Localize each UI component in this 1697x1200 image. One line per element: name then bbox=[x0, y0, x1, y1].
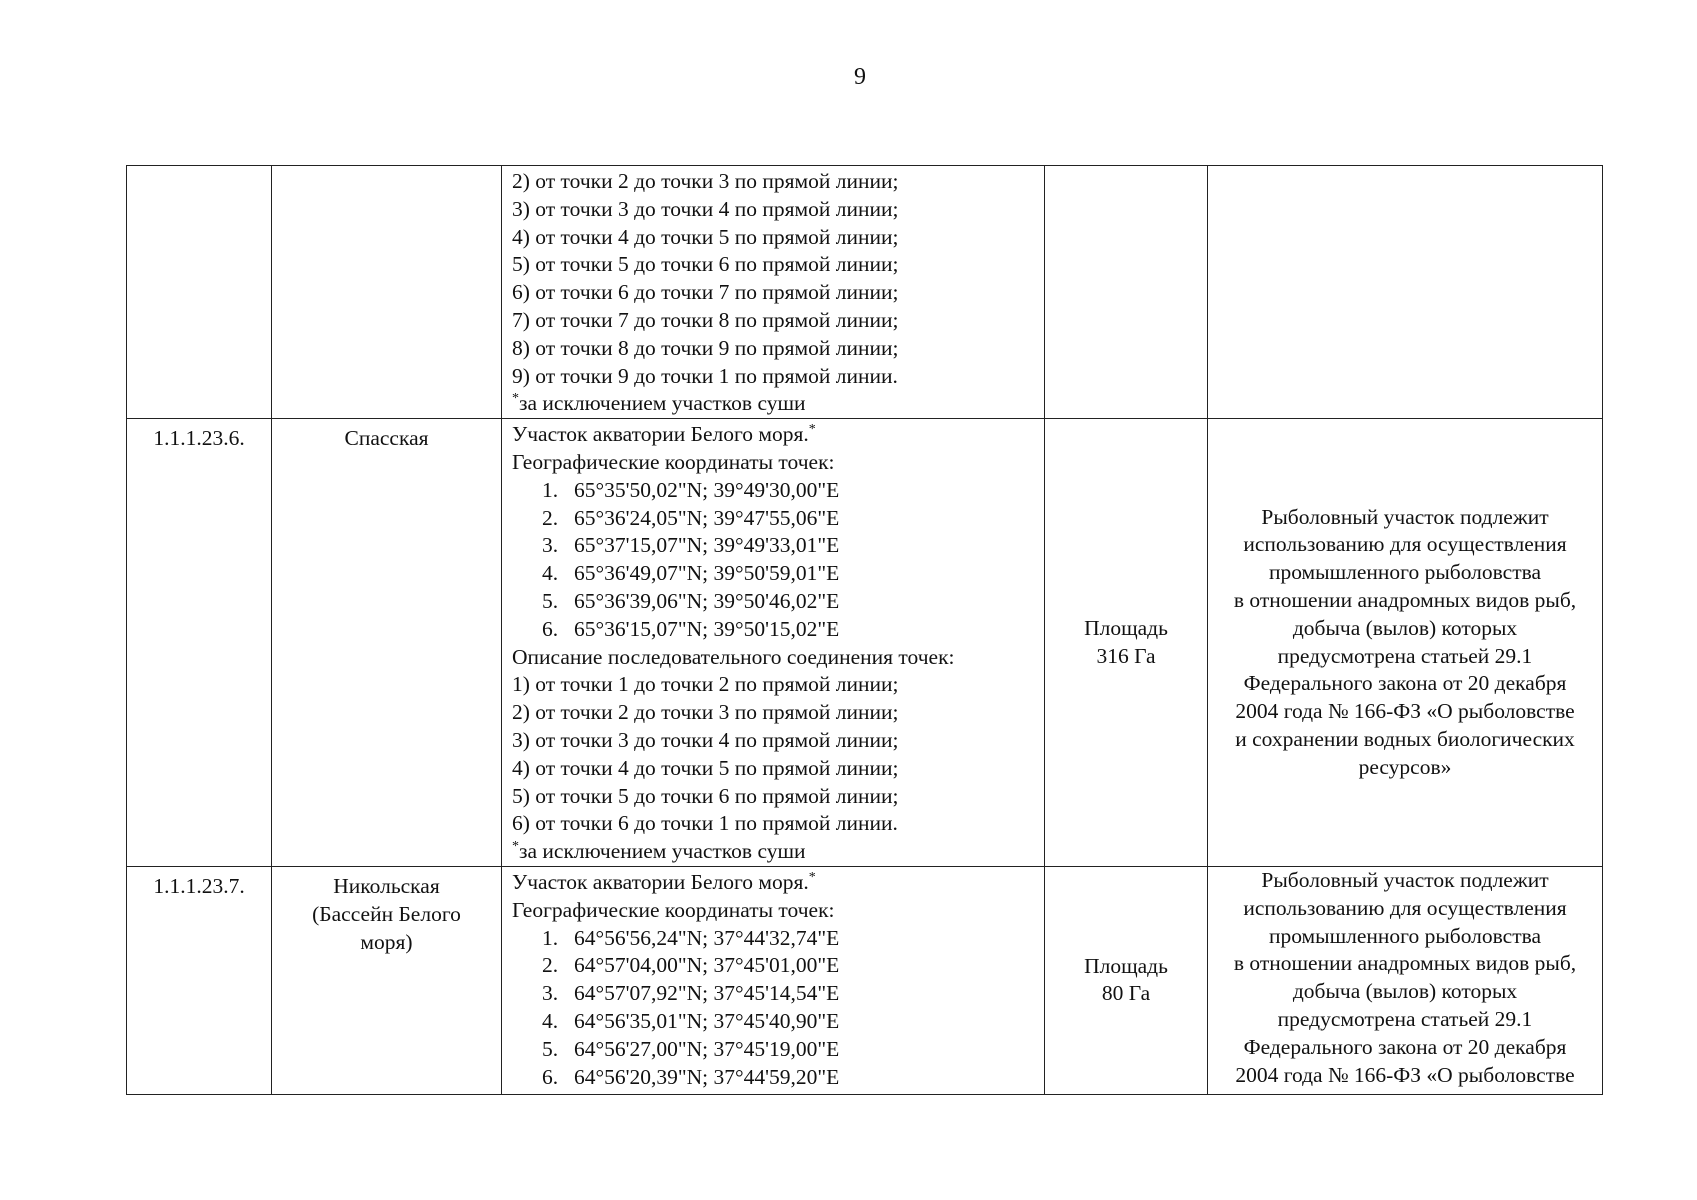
note-cell bbox=[1208, 866, 1603, 1094]
coordinate-item: 1. 65°35'50,02"N; 39°49'30,00"E bbox=[542, 477, 840, 502]
note-line: 2004 года № 166-ФЗ «О рыболовстве bbox=[1235, 1062, 1575, 1087]
footnote-mark: * bbox=[808, 422, 816, 438]
area-size-cell bbox=[1045, 866, 1208, 1094]
description-cell bbox=[502, 166, 1045, 419]
area-name-cell bbox=[272, 166, 502, 419]
intro-line bbox=[512, 869, 1040, 897]
coords-label: Географические координаты точек: bbox=[512, 449, 835, 474]
row-number-cell bbox=[127, 166, 272, 419]
description-cell bbox=[502, 419, 1045, 867]
note-line: ресурсов» bbox=[1358, 754, 1452, 779]
intro-text: Участок акватории Белого моря. bbox=[512, 869, 809, 894]
area-value: 80 Га bbox=[1101, 981, 1151, 1006]
footnote-mark: * bbox=[808, 869, 816, 885]
coordinate-item: 6. 65°36'15,07"N; 39°50'15,02"E bbox=[542, 616, 840, 641]
footnote-line bbox=[512, 390, 1040, 418]
note-line: Федерального закона от 20 декабря bbox=[1243, 1034, 1567, 1059]
connection-line: 9) от точки 9 до точки 1 по прямой линии. bbox=[512, 363, 898, 388]
note-line: использованию для осуществления bbox=[1243, 532, 1567, 557]
note-cell bbox=[1208, 166, 1603, 419]
connection-line: 5) от точки 5 до точки 6 по прямой линии; bbox=[512, 252, 899, 277]
footnote-text: за исключением участков суши bbox=[519, 391, 806, 416]
intro-text: Участок акватории Белого моря. bbox=[512, 422, 809, 447]
area-label: Площадь bbox=[1084, 615, 1168, 640]
connection-line: 7) от точки 7 до точки 8 по прямой линии; bbox=[512, 307, 899, 332]
area-size-cell bbox=[1045, 166, 1208, 419]
connection-line: 2) от точки 2 до точки 3 по прямой линии; bbox=[512, 700, 899, 725]
footnote-text: за исключением участков суши bbox=[519, 839, 806, 864]
note-line: предусмотрена статьей 29.1 bbox=[1277, 1006, 1533, 1031]
coordinate-item: 3. 64°57'07,92"N; 37°45'14,54"E bbox=[542, 981, 840, 1006]
note-line: Рыболовный участок подлежит bbox=[1261, 504, 1549, 529]
table-row bbox=[127, 866, 1603, 1094]
coordinate-item: 3. 65°37'15,07"N; 39°49'33,01"E bbox=[542, 533, 840, 558]
coordinate-item: 1. 64°56'56,24"N; 37°44'32,74"E bbox=[542, 925, 840, 950]
note-line: использованию для осуществления bbox=[1243, 895, 1567, 920]
note-line: добыча (вылов) которых bbox=[1292, 979, 1518, 1004]
note-cell bbox=[1208, 419, 1603, 867]
description-cell bbox=[502, 866, 1045, 1094]
connection-line: 3) от точки 3 до точки 4 по прямой линии; bbox=[512, 196, 899, 221]
note-line: и сохранении водных биологических bbox=[1235, 726, 1575, 751]
coordinate-item: 5. 65°36'39,06"N; 39°50'46,02"E bbox=[542, 588, 840, 613]
page-number: 9 bbox=[854, 64, 866, 90]
coordinate-item: 5. 64°56'27,00"N; 37°45'19,00"E bbox=[542, 1036, 840, 1061]
table-row bbox=[127, 419, 1603, 867]
table-row bbox=[127, 166, 1603, 419]
area-name-line: Никольская bbox=[333, 873, 440, 898]
area-name-line: моря) bbox=[360, 929, 413, 954]
note-line: добыча (вылов) которых bbox=[1292, 615, 1518, 640]
area-label: Площадь bbox=[1084, 953, 1168, 978]
connection-line: 4) от точки 4 до точки 5 по прямой линии; bbox=[512, 224, 899, 249]
coordinate-item: 2. 64°57'04,00"N; 37°45'01,00"E bbox=[542, 953, 840, 978]
row-number-cell: 1.1.1.23.6. bbox=[127, 419, 272, 867]
coordinate-item: 6. 64°56'20,39"N; 37°44'59,20"E bbox=[542, 1064, 840, 1089]
intro-line bbox=[512, 421, 1040, 449]
footnote-mark: * bbox=[512, 391, 519, 407]
connection-line: 3) от точки 3 до точки 4 по прямой линии; bbox=[512, 727, 899, 752]
connection-line: 6) от точки 6 до точки 1 по прямой линии. bbox=[512, 811, 898, 836]
connection-line: 5) от точки 5 до точки 6 по прямой линии; bbox=[512, 783, 899, 808]
coordinate-item: 2. 65°36'24,05"N; 39°47'55,06"E bbox=[542, 505, 840, 530]
area-name-line: (Бассейн Белого bbox=[312, 901, 461, 926]
note-line: 2004 года № 166-ФЗ «О рыболовстве bbox=[1235, 699, 1575, 724]
connection-line: 6) от точки 6 до точки 7 по прямой линии; bbox=[512, 280, 899, 305]
note-line: промышленного рыболовства bbox=[1268, 923, 1542, 948]
connection-line: 2) от точки 2 до точки 3 по прямой линии; bbox=[512, 169, 899, 193]
note-line: предусмотрена статьей 29.1 bbox=[1277, 643, 1533, 668]
note-line: промышленного рыболовства bbox=[1268, 560, 1542, 585]
area-name-cell: Спасская bbox=[272, 419, 502, 867]
coords-label: Географические координаты точек: bbox=[512, 897, 835, 922]
area-size-cell bbox=[1045, 419, 1208, 867]
connection-line: 1) от точки 1 до точки 2 по прямой линии; bbox=[512, 672, 899, 697]
row-number-cell: 1.1.1.23.7. bbox=[127, 866, 272, 1094]
note-line: в отношении анадромных видов рыб, bbox=[1233, 587, 1577, 612]
coordinate-item: 4. 65°36'49,07"N; 39°50'59,01"E bbox=[542, 561, 840, 586]
connection-line: 8) от точки 8 до точки 9 по прямой линии; bbox=[512, 335, 899, 360]
footnote-mark: * bbox=[512, 838, 519, 854]
note-line: Федерального закона от 20 декабря bbox=[1243, 671, 1567, 696]
note-line: в отношении анадромных видов рыб, bbox=[1233, 951, 1577, 976]
footnote-line bbox=[512, 838, 1040, 866]
coordinate-item: 4. 64°56'35,01"N; 37°45'40,90"E bbox=[542, 1008, 840, 1033]
fishing-areas-table bbox=[126, 165, 1603, 1095]
connection-label: Описание последовательного соединения точек: bbox=[512, 644, 955, 669]
area-name-cell bbox=[272, 866, 502, 1094]
area-value: 316 Га bbox=[1096, 643, 1156, 668]
note-line: Рыболовный участок подлежит bbox=[1261, 867, 1549, 892]
connection-line: 4) от точки 4 до точки 5 по прямой линии; bbox=[512, 755, 899, 780]
